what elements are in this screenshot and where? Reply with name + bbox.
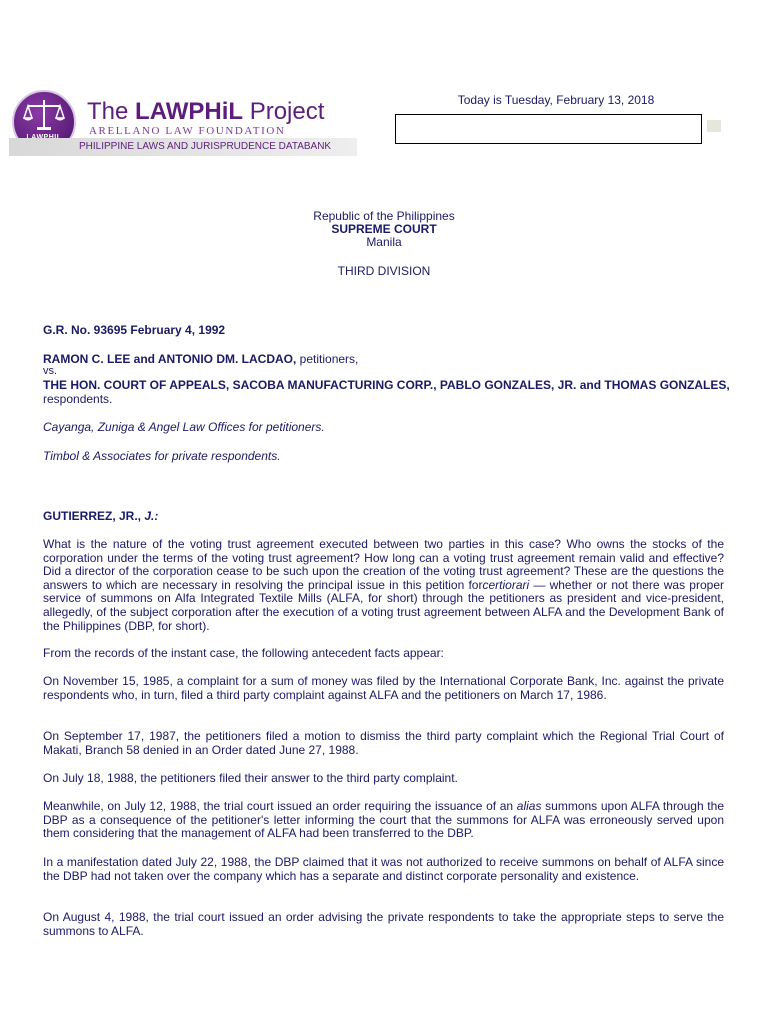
paragraph-7: In a manifestation dated July 22, 1988, the DBP claimed that it was not authorized to receive summons on behalf of ALFA since the DBP had not taken over the company which has a separate and distinct corporate personality and existence. [43, 855, 724, 883]
paragraph-2: From the records of the instant case, the following antecedent facts appear: [43, 646, 444, 660]
paragraph-4: On September 17, 1987, the petitioners filed a motion to dismiss the third party complaint which the Regional Trial Court of Makati, Branch 58 denied in an Order dated June 27, 1988. [43, 729, 724, 757]
court-city: Manila [366, 235, 402, 249]
division-label: THIRD DIVISION [337, 264, 431, 278]
paragraph-1: What is the nature of the voting trust agreement executed between two parties in this case? Who owns the stocks of the corporation under the terms of the voting trust agreement? How long can a voting trust agreement remain valid and effective? Did a director of the corporation cease to be such upon the creation of the voting trust agreement? These are the questions the answers to which are necessary in resolving the principal issue in this petition forcertiorari — whether or not there was proper service of summons on Alfa Integrated Textile Mills (ALFA, for short) through the petitioners as president and vice-president, allegedly, of the subject corporation after the execution of a voting trust agreement between ALFA and the Development Bank of the Philippines (DBP, for short). [43, 537, 724, 633]
search-button[interactable] [707, 120, 721, 132]
petitioners-role: petitioners, [296, 352, 359, 366]
logo-subtitle: ARELLANO LAW FOUNDATION [89, 125, 286, 137]
republic-label: Republic of the Philippines [313, 209, 455, 223]
today-date: Today is Tuesday, February 13, 2018 [457, 93, 655, 107]
respondents-names: THE HON. COURT OF APPEALS, SACOBA MANUFACTURING CORP., PABLO GONZALES, JR. and THOMAS GONZALES, [43, 378, 730, 392]
ponente: GUTIERREZ, JR., J.: [43, 509, 159, 523]
respondents [43, 379, 733, 406]
logo-tagline-band [9, 138, 357, 156]
logo-title: The LAWPHiL Project [87, 98, 325, 125]
logo-tagline: PHILIPPINE LAWS AND JURISPRUDENCE DATABANK [79, 141, 332, 152]
paragraph-5: On July 18, 1988, the petitioners filed their answer to the third party complaint. [43, 771, 458, 785]
petitioners [43, 353, 724, 367]
counsel-respondents: Timbol & Associates for private respondents. [43, 449, 281, 463]
counsel-petitioners: Cayanga, Zuniga & Angel Law Offices for petitioners. [43, 420, 325, 434]
search-input[interactable] [395, 114, 702, 144]
petitioners-names: RAMON C. LEE and ANTONIO DM. LACDAO, [43, 352, 297, 366]
lawphil-logo[interactable] [9, 88, 357, 158]
paragraph-3: On November 15, 1985, a complaint for a sum of money was filed by the International Corporate Bank, Inc. against the private respondents who, in turn, filed a third party complaint against ALFA and the petitioners on March 17, 1986. [43, 674, 724, 702]
versus: vs. [43, 365, 58, 377]
case-number: G.R. No. 93695 February 4, 1992 [43, 323, 226, 337]
paragraph-6: Meanwhile, on July 12, 1988, the trial court issued an order requiring the issuance of an alias summons upon ALFA through the DBP as a consequence of the petitioner's letter informing the court that the summons for ALFA was erroneously served upon them considering that the management of ALFA had been transferred to the DBP. [43, 799, 724, 841]
respondents-role: respondents. [43, 391, 113, 406]
paragraph-8: On August 4, 1988, the trial court issued an order advising the private respondents to take the appropriate steps to serve the summons to ALFA. [43, 910, 724, 938]
court-name: SUPREME COURT [331, 222, 437, 236]
scales-of-justice-icon [22, 98, 66, 132]
